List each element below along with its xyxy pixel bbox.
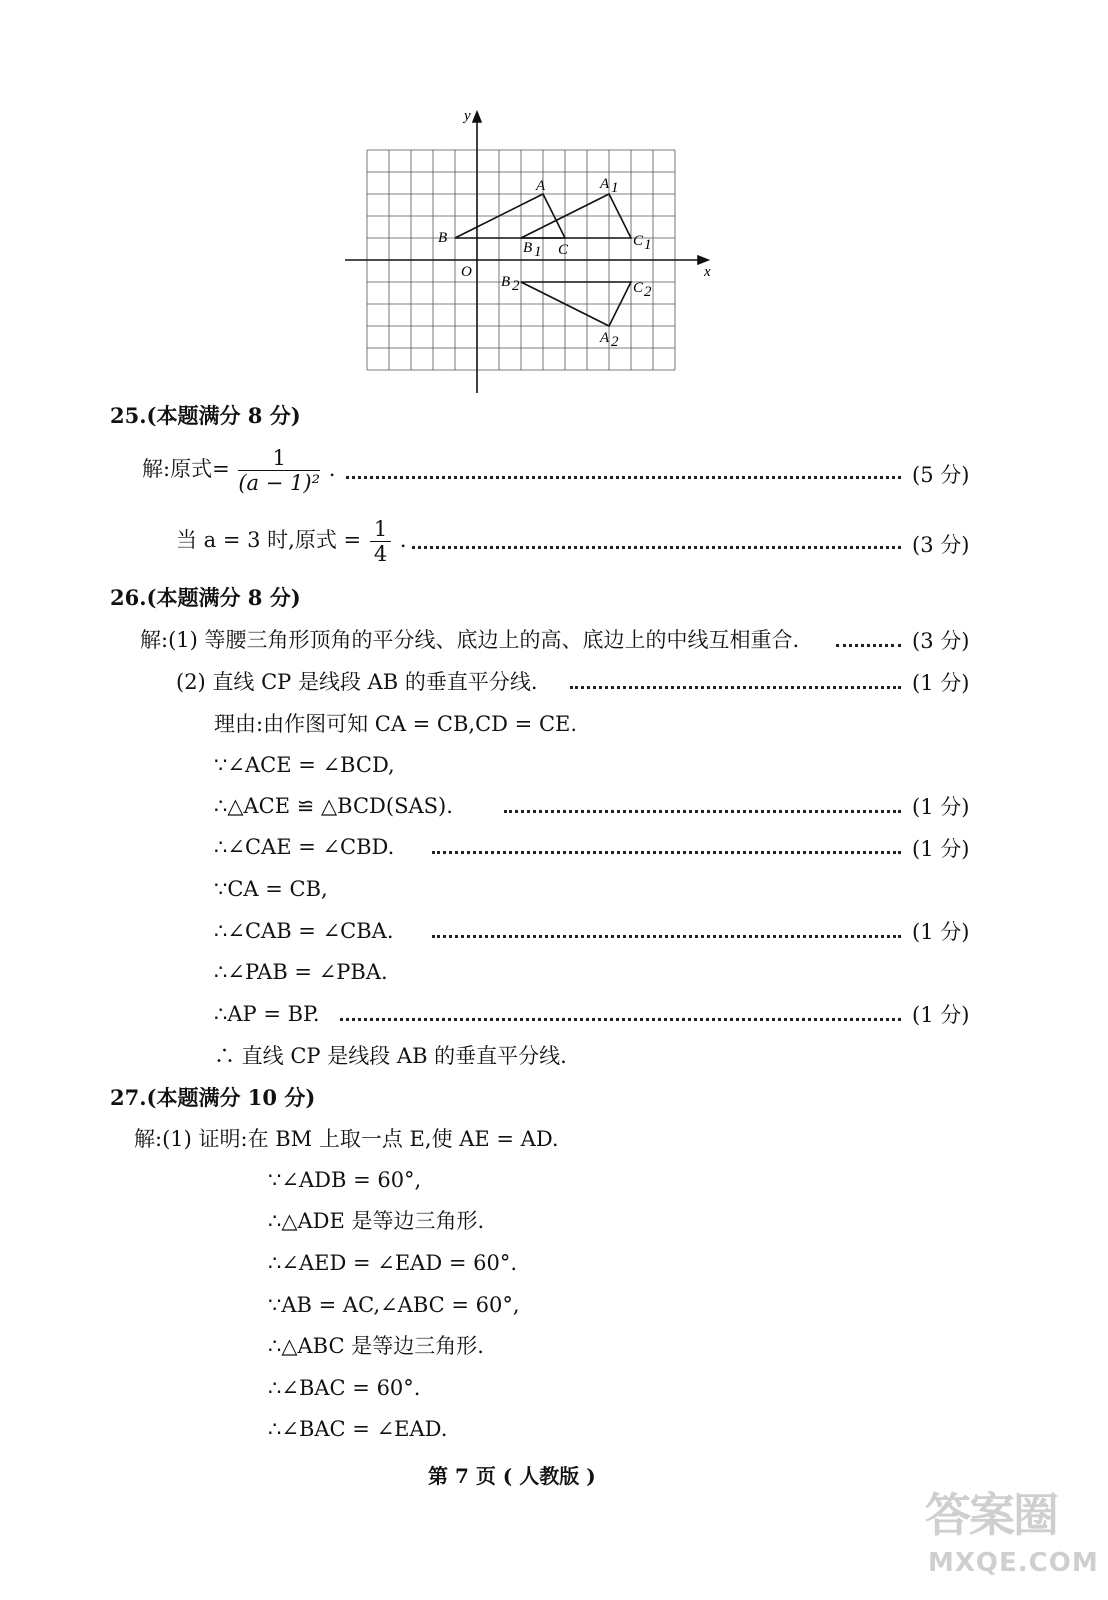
- q25-line2-fraction: [370, 517, 391, 566]
- coordinate-grid-figure: [330, 100, 730, 400]
- q26-line9: ∴∠PAB = ∠PBA.: [214, 960, 388, 984]
- q25-line2-suffix: .: [399, 528, 407, 552]
- q25-line1-leader: [346, 476, 901, 479]
- q26-line5: ∴△ACE ≌ △BCD(SAS).: [214, 794, 453, 818]
- point-b2-sub: 2: [512, 278, 520, 294]
- q26-heading: 26.(本题满分 8 分): [110, 585, 301, 610]
- q27-line6: ∴△ABC 是等边三角形.: [268, 1334, 484, 1358]
- point-c1-label: C: [633, 233, 644, 249]
- q25-heading: 25.(本题满分 8 分): [110, 403, 301, 428]
- point-b1-label: B: [523, 240, 533, 256]
- q26-line7: ∵CA = CB,: [214, 877, 328, 901]
- q26-line2: (2) 直线 CP 是线段 AB 的垂直平分线.: [176, 670, 538, 694]
- q27-line8: ∴∠BAC = ∠EAD.: [268, 1417, 448, 1441]
- watermark-site: MXQE.COM: [928, 1548, 1099, 1578]
- q26-line1-leader: [836, 644, 901, 647]
- q26-line3: 理由:由作图可知 CA = CB,CD = CE.: [214, 712, 578, 736]
- q25-line1-denominator: (a − 1)²: [238, 471, 320, 495]
- point-b1-sub: 1: [534, 244, 542, 260]
- axis-x-label: x: [704, 264, 711, 280]
- q25-line1: [142, 446, 335, 495]
- q27-line7: ∴∠BAC = 60°.: [268, 1376, 421, 1400]
- q27-line5: ∵AB = AC,∠ABC = 60°,: [268, 1293, 520, 1317]
- point-a2-sub: 2: [611, 334, 619, 350]
- q26-line6: ∴∠CAE = ∠CBD.: [214, 835, 395, 859]
- q26-line6-score: (1 分): [912, 837, 970, 861]
- point-b-label: B: [438, 230, 448, 246]
- point-a2-label: A: [600, 330, 610, 346]
- q26-line10-score: (1 分): [912, 1003, 970, 1027]
- q27-line2: ∵∠ADB = 60°,: [268, 1168, 422, 1192]
- q25-line1-score: (5 分): [912, 463, 970, 487]
- q26-line1: 解:(1) 等腰三角形顶角的平分线、底边上的高、底边上的中线互相重合.: [140, 628, 800, 652]
- point-c2-sub: 2: [644, 284, 652, 300]
- q27-line3: ∴△ADE 是等边三角形.: [268, 1209, 485, 1233]
- q25-line2-prefix: 当 a = 3 时,原式 =: [176, 528, 362, 552]
- point-c-label: C: [558, 242, 569, 258]
- q26-line5-score: (1 分): [912, 795, 970, 819]
- q26-line6-leader: [432, 851, 901, 854]
- point-c1-sub: 1: [644, 237, 652, 253]
- q26-line2-leader: [570, 686, 901, 689]
- q26-line10-leader: [340, 1018, 901, 1021]
- origin-label: O: [461, 264, 472, 280]
- q25-line2-score: (3 分): [912, 533, 970, 557]
- q26-line8-score: (1 分): [912, 920, 970, 944]
- q26-line8: ∴∠CAB = ∠CBA.: [214, 919, 394, 943]
- q26-line10: ∴AP = BP.: [214, 1002, 320, 1026]
- q25-line1-suffix: .: [328, 457, 336, 481]
- q26-line8-leader: [432, 935, 901, 938]
- point-b2-label: B: [501, 274, 511, 290]
- q26-line2-score: (1 分): [912, 671, 970, 695]
- q25-line1-numerator: 1: [238, 446, 320, 471]
- q25-line2-denominator: 4: [373, 542, 388, 566]
- q27-line1: 解:(1) 证明:在 BM 上取一点 E,使 AE = AD.: [134, 1127, 559, 1151]
- point-a1-label: A: [600, 176, 610, 192]
- q26-line1-score: (3 分): [912, 629, 970, 653]
- page-footer: 第 7 页 ( 人教版 ): [428, 1464, 596, 1488]
- q27-heading: 27.(本题满分 10 分): [110, 1085, 316, 1110]
- q26-line5-leader: [504, 810, 901, 813]
- q25-line2-numerator: 1: [370, 517, 391, 542]
- q27-line4: ∴∠AED = ∠EAD = 60°.: [268, 1251, 518, 1275]
- q25-line2: [176, 517, 407, 566]
- point-c2-label: C: [633, 280, 644, 296]
- point-a1-sub: 1: [611, 180, 619, 196]
- q26-line4: ∵∠ACE = ∠BCD,: [214, 753, 395, 777]
- q25-line2-leader: [412, 546, 901, 549]
- q25-line1-fraction: [238, 446, 320, 495]
- point-a-label: A: [536, 178, 546, 194]
- watermark-logo: 答案圈: [925, 1488, 1057, 1542]
- axis-y-label: y: [464, 108, 471, 124]
- q26-line11: ∴ 直线 CP 是线段 AB 的垂直平分线.: [214, 1044, 567, 1068]
- q25-line1-prefix: 解:原式=: [142, 457, 230, 481]
